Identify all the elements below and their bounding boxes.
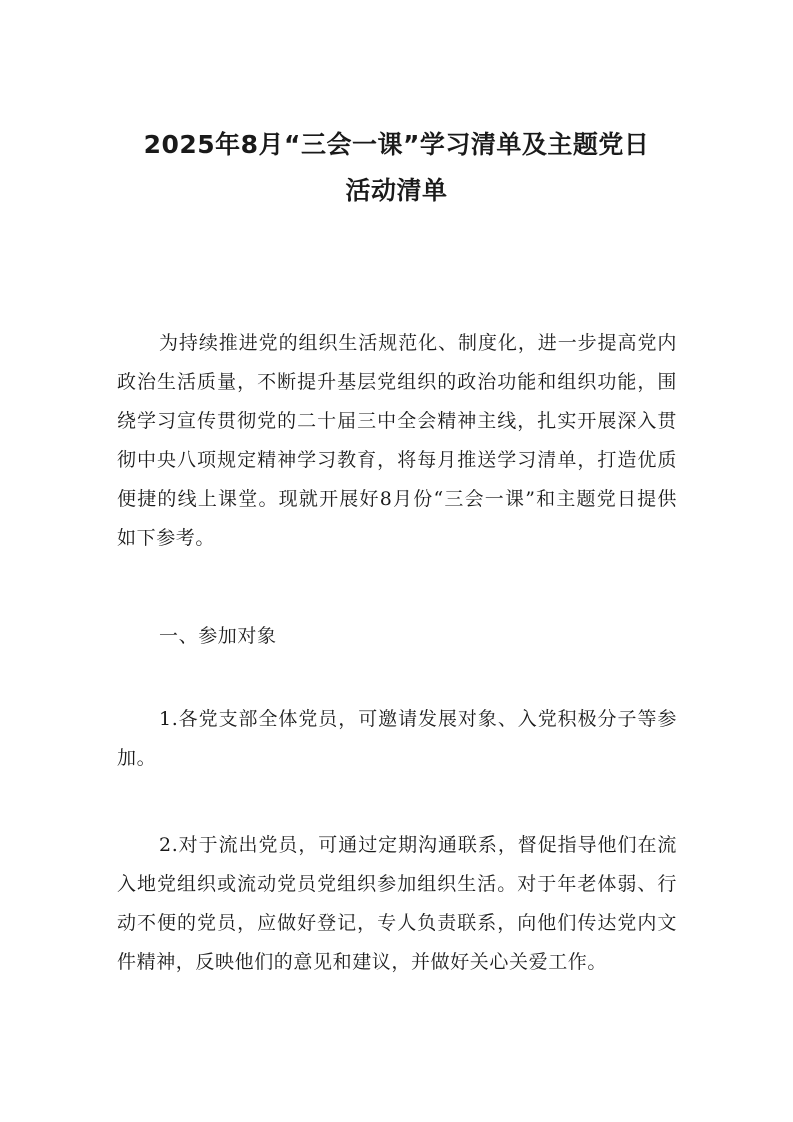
document-title-line-1: 2025年8月“三会一课”学习清单及主题党日: [143, 130, 650, 159]
section-heading-participants: 一、参加对象: [159, 625, 277, 647]
intro-paragraph: 为持续推进党的组织生活规范化、制度化，进一步提高党内政治生活质量，不断提升基层党组织的政治功能和组织功能，围绕学习宣传贯彻党的二十届三中全会精神主线，扎实开展深入贯彻中央八项规定精神学习教育，将每月推送学习清单，打造优质便捷的线上课堂。现就开展好8月份“三会一课”和主题党日提供如下参考。: [117, 332, 677, 549]
document-title-line-2: 活动清单: [345, 176, 448, 205]
list-item-2: 2.对于流出党员，可通过定期沟通联系，督促指导他们在流入地党组织或流动党员党组织参加组织生活。对于年老体弱、行动不便的党员，应做好登记，专人负责联系，向他们传达党内文件精神，反映他们的意见和建议，并做好关心关爱工作。: [117, 834, 677, 973]
document-title: [100, 122, 693, 214]
list-item-1: 1.各党支部全体党员，可邀请发展对象、入党积极分子等参加。: [117, 708, 677, 769]
